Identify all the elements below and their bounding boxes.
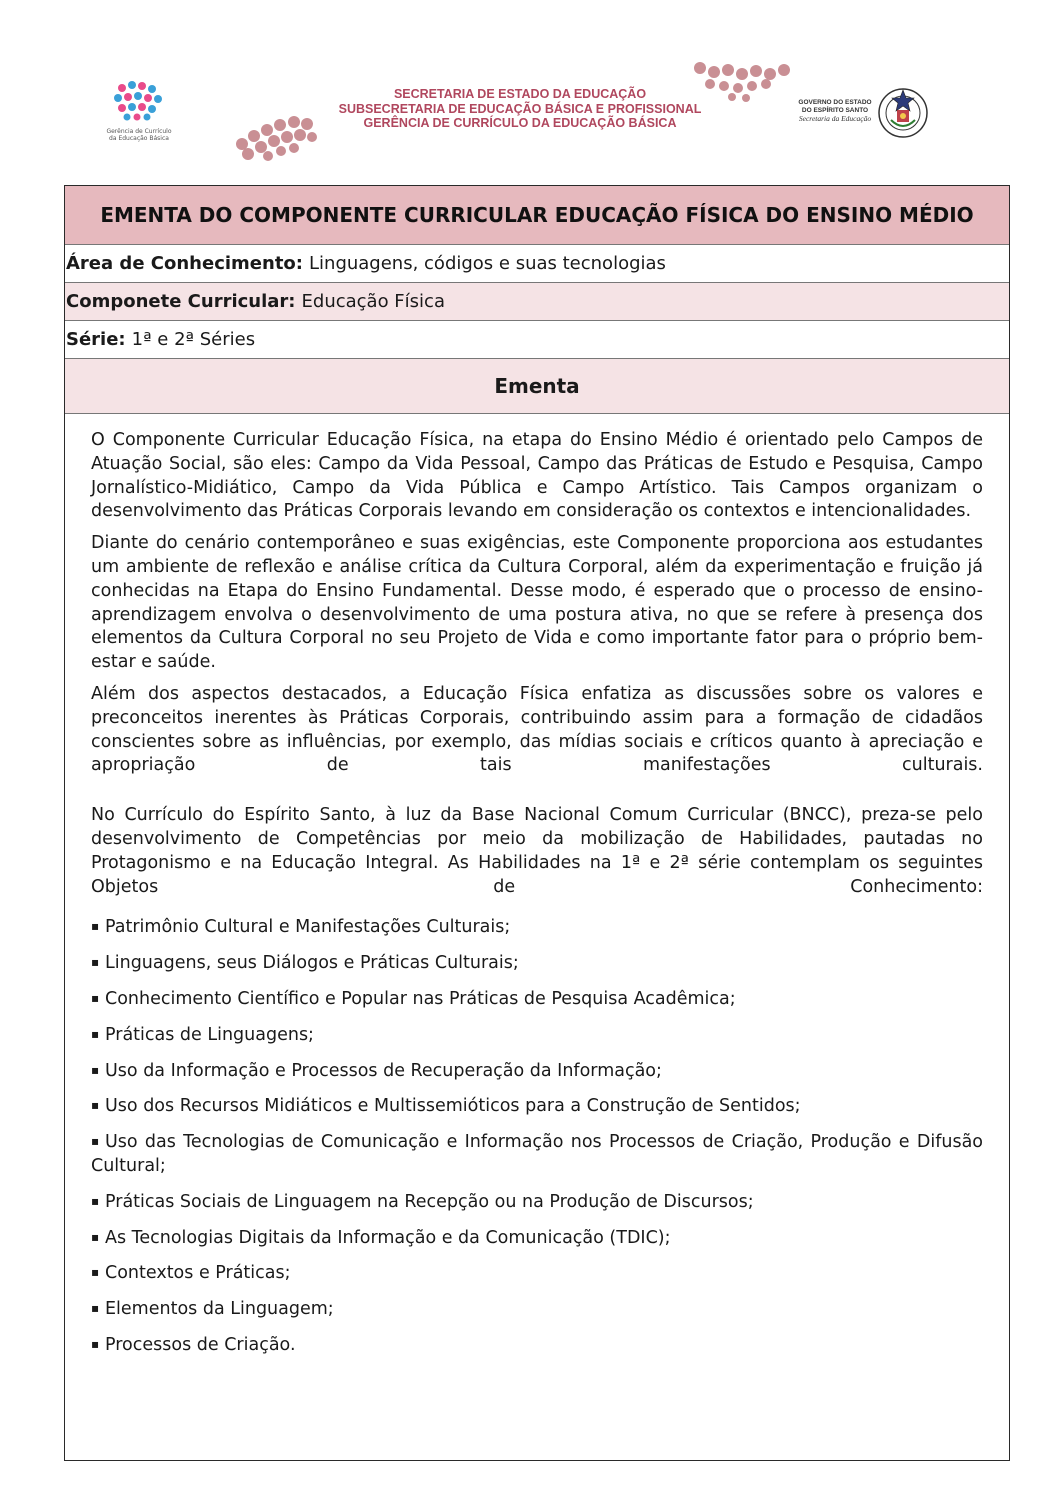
grade-row xyxy=(65,321,1009,359)
list-item xyxy=(91,1094,983,1119)
list-item xyxy=(91,951,983,976)
list-item-text: Conhecimento Científico e Popular nas Práticas de Pesquisa Acadêmica; xyxy=(105,988,736,1009)
bullet-icon: ▪ xyxy=(91,955,100,970)
list-item xyxy=(91,1190,983,1215)
knowledge-area-row xyxy=(65,245,1009,283)
ementa-body xyxy=(65,414,1009,1358)
page-header xyxy=(0,0,1059,175)
header-titles xyxy=(300,87,740,131)
header-line-secretaria: SECRETARIA DE ESTADO DA EDUCAÇÃO xyxy=(393,87,647,101)
header-line-gerencia: GERÊNCIA DE CURRÍCULO DA EDUCAÇÃO BÁSICA xyxy=(363,116,677,130)
list-item-text: Uso das Tecnologias de Comunicação e Informação nos Processos de Criação, Produção e Difusão Cultural; xyxy=(91,1132,983,1176)
list-item xyxy=(91,1130,983,1179)
bullet-icon: ▪ xyxy=(91,1098,100,1113)
bullet-icon: ▪ xyxy=(91,1301,100,1316)
state-coat-of-arms-icon xyxy=(877,86,929,140)
list-item xyxy=(91,915,983,940)
bullet-icon: ▪ xyxy=(91,1265,100,1280)
list-item xyxy=(91,1297,983,1322)
list-item-text: Uso dos Recursos Midiáticos e Multissemióticos para a Construção de Sentidos; xyxy=(105,1096,801,1117)
list-item-text: Linguagens, seus Diálogos e Práticas Culturais; xyxy=(105,953,519,974)
grade-value: 1ª e 2ª Séries xyxy=(131,329,256,350)
bullet-icon: ▪ xyxy=(91,919,100,934)
gov-line: DO ESPÍRITO SANTO xyxy=(801,106,869,114)
ementa-table xyxy=(64,185,1010,1461)
list-item-text: Práticas de Linguagens; xyxy=(105,1024,314,1045)
logo-caption-line: da Educação Básica xyxy=(109,135,169,142)
list-item xyxy=(91,987,983,1012)
bullet-icon: ▪ xyxy=(91,1229,100,1244)
curriculum-management-logo xyxy=(108,76,170,156)
knowledge-objects-list xyxy=(91,915,983,1357)
logo-caption-line: Gerência de Currículo xyxy=(106,128,172,135)
list-item xyxy=(91,1226,983,1251)
document-title: EMENTA DO COMPONENTE CURRICULAR EDUCAÇÃO FÍSICA DO ENSINO MÉDIO xyxy=(100,202,974,227)
paragraph: Diante do cenário contemporâneo e suas exigências, este Componente proporciona aos estudantes um ambiente de reflexão e análise crítica da Cultura Corporal, além da experimentação e fruição já conhecidas na Etapa do Ensino Fundamental. Desse modo, é esperado que o processo de ensino-aprendizagem envolva o desenvolvimento de uma postura ativa, no que se refere à presença dos elementos da Cultura Corporal no seu Projeto de Vida e como importante fator para o próprio bem-estar e saúde. xyxy=(91,533,983,673)
header-line-subsecretaria: SUBSECRETARIA DE EDUCAÇÃO BÁSICA E PROFISSIONAL xyxy=(338,101,702,116)
paragraph: O Componente Curricular Educação Física, na etapa do Ensino Médio é orientado pelo Campos de Atuação Social, são eles: Campo da Vida Pessoal, Campo das Práticas de Estudo e Pesquisa, Campo Jornalístico-Midiático, Campo da Vida Pública e Campo Artístico. Tais Campos organizam o desenvolvimento das Práticas Corporais levando em consideração os contextos e intencionalidades. xyxy=(91,430,983,522)
gov-line: GOVERNO DO ESTADO xyxy=(798,99,872,106)
list-item xyxy=(91,1333,983,1358)
spacer xyxy=(91,786,983,804)
gov-subtitle: Secretaria da Educação xyxy=(798,114,872,123)
government-logo-text xyxy=(790,99,880,124)
list-item-text: Elementos da Linguagem; xyxy=(105,1299,334,1320)
list-item xyxy=(91,1261,983,1286)
list-item-text: Práticas Sociais de Linguagem na Recepção ou na Produção de Discursos; xyxy=(105,1191,754,1212)
bullet-icon: ▪ xyxy=(91,1134,100,1149)
bullet-icon: ▪ xyxy=(91,1193,100,1208)
bullet-icon: ▪ xyxy=(91,1336,100,1351)
bullet-icon: ▪ xyxy=(91,1026,100,1041)
list-item xyxy=(91,1059,983,1084)
paragraph: No Currículo do Espírito Santo, à luz da Base Nacional Comum Curricular (BNCC), preza-se pelo desenvolvimento de Competências por meio da mobilização de Habilidades, pautadas no Protagonismo e na Educação Integral. As Habilidades na 1ª e 2ª série contemplam os seguintes Objetos de Conhecimento: xyxy=(91,805,983,897)
paragraph: Além dos aspectos destacados, a Educação Física enfatiza as discussões sobre os valores e preconceitos inerentes às Práticas Corporais, contribuindo assim para a formação de cidadãos conscientes sobre as influências, por exemplo, das mídias sociais e críticos quanto à apreciação e apropriação de tais manifestações culturais. xyxy=(91,683,983,776)
ementa-heading-row xyxy=(65,359,1009,414)
table-title-row xyxy=(65,186,1009,245)
knowledge-area-value: Linguagens, códigos e suas tecnologias xyxy=(309,253,666,274)
bullet-icon: ▪ xyxy=(91,990,100,1005)
list-item-text: Uso da Informação e Processos de Recuperação da Informação; xyxy=(105,1060,662,1081)
curricular-component-label: Componete Curricular: xyxy=(66,291,296,312)
logo-caption xyxy=(98,128,180,142)
curricular-component-row xyxy=(65,283,1009,321)
knowledge-area-label: Área de Conhecimento: xyxy=(66,253,303,274)
section-heading: Ementa xyxy=(494,374,580,398)
list-item-text: As Tecnologias Digitais da Informação e da Comunicação (TDIC); xyxy=(105,1227,671,1248)
list-item xyxy=(91,1023,983,1048)
list-item-text: Contextos e Práticas; xyxy=(105,1263,291,1284)
list-item-text: Patrimônio Cultural e Manifestações Culturais; xyxy=(105,917,511,938)
grade-label: Série: xyxy=(66,329,126,350)
curricular-component-value: Educação Física xyxy=(301,291,445,312)
bullet-icon: ▪ xyxy=(91,1062,100,1077)
list-item-text: Processos de Criação. xyxy=(105,1334,296,1355)
